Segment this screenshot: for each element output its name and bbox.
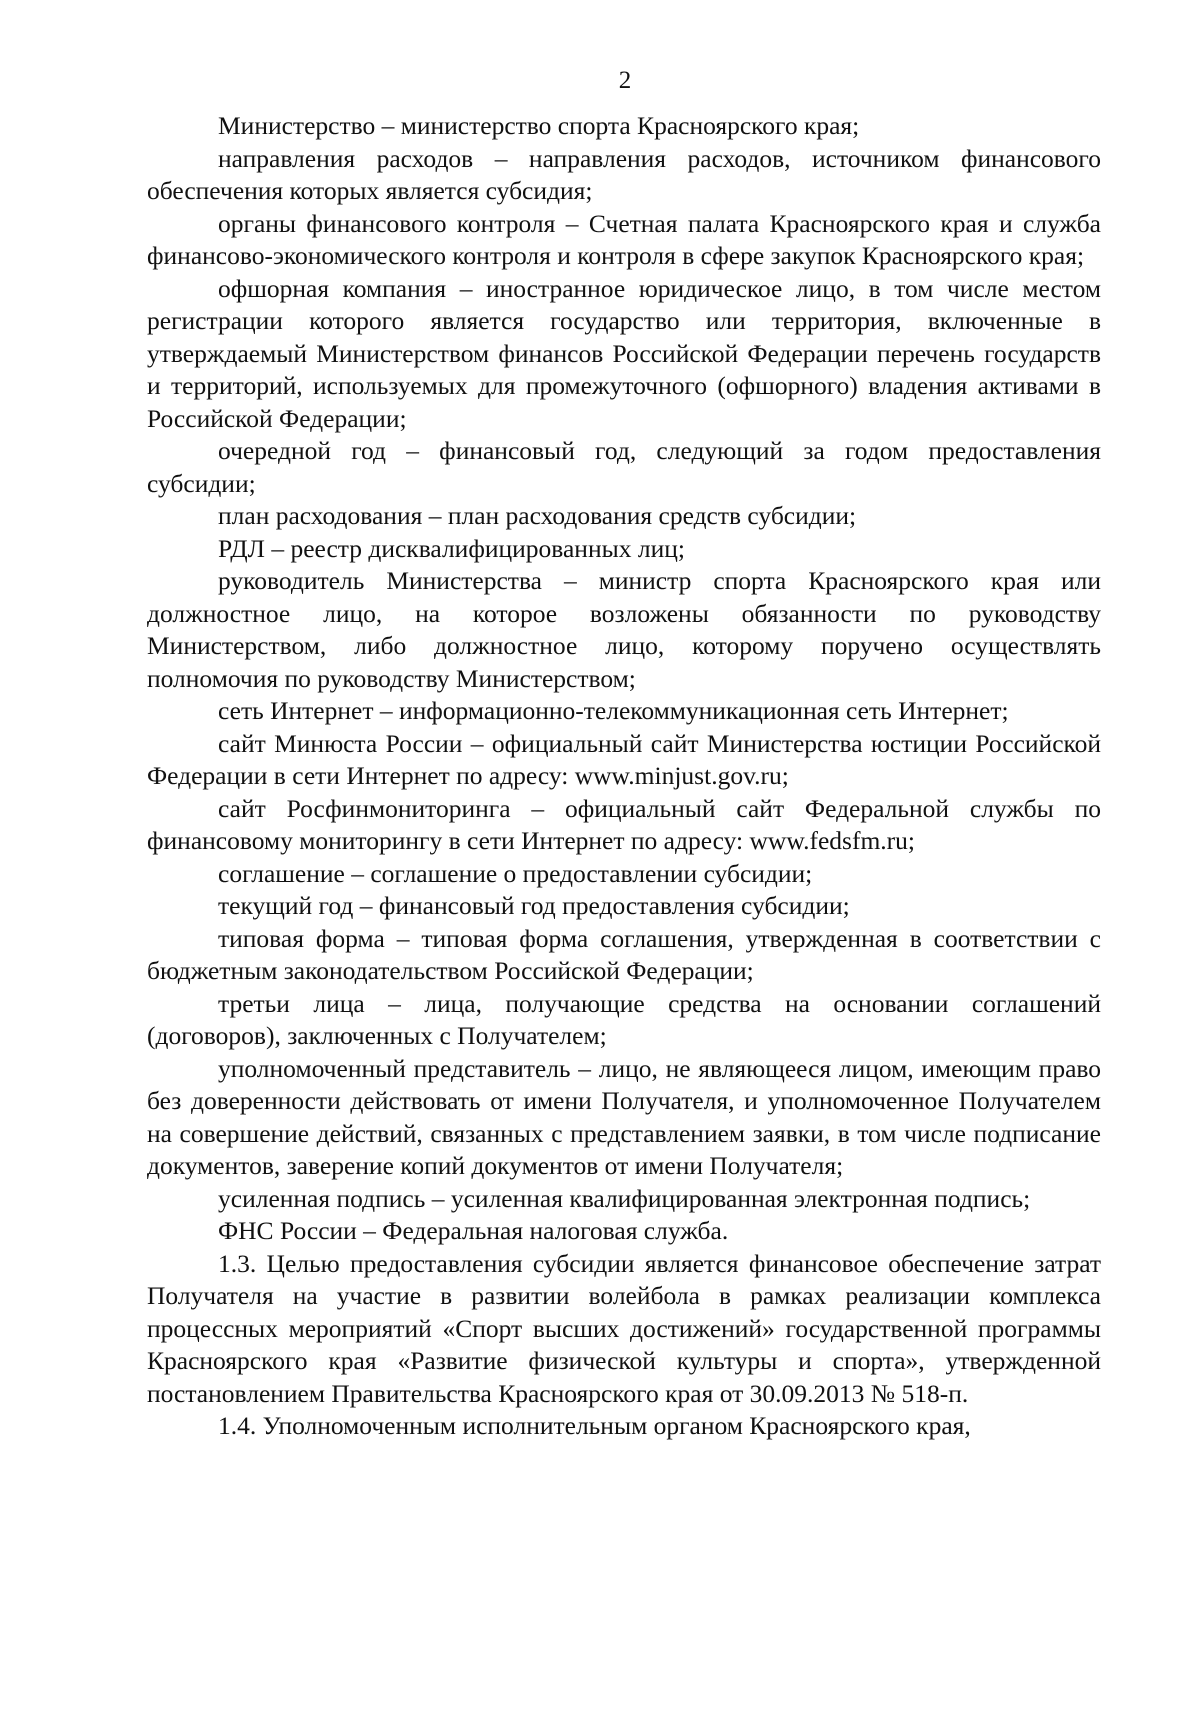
paragraph-next-year: очередной год – финансовый год, следующий за годом предоставления субсидии; bbox=[147, 436, 1101, 498]
paragraph-third-parties: третьи лица – лица, получающие средства на основании соглашений (договоров), заключенных с Получателем; bbox=[147, 988, 1101, 1050]
paragraph-section-1-3: 1.3. Целью предоставления субсидии является финансовое обеспечение затрат Получателя на участие в развитии волейбола в рамках реализации комплекса процессных мероприятий «Спорт высших достижений» государственной программы Красноярского края «Развитие физической культуры и спорта», утвержденной постановлением Правительства Красноярского края от 30.09.2013 № 518-п. bbox=[147, 1248, 1101, 1408]
paragraph-standard-form: типовая форма – типовая форма соглашения, утвержденная в соответствии с бюджетным законодательством Российской Федерации; bbox=[147, 923, 1101, 985]
paragraph-minjust-site: сайт Минюста России – официальный сайт Министерства юстиции Российской Федерации в сети Интернет по адресу: www.minjust.gov.ru; bbox=[147, 728, 1101, 790]
paragraph-offshore-company: офшорная компания – иностранное юридическое лицо, в том числе местом регистрации которого является государство или территория, включенные в утверждаемый Министерством финансов Российской Федерации перечень государств и территорий, используемых для промежуточного (офшорного) владения активами в Российской Федерации; bbox=[147, 273, 1101, 433]
document-body bbox=[147, 110, 1101, 1443]
paragraph-enhanced-signature: усиленная подпись – усиленная квалифицированная электронная подпись; bbox=[218, 1183, 1031, 1213]
paragraph-rdl: РДЛ – реестр дисквалифицированных лиц; bbox=[218, 533, 685, 563]
paragraph-financial-control-bodies: органы финансового контроля – Счетная палата Красноярского края и служба финансово-экономического контроля и контроля в сфере закупок Красноярского края; bbox=[147, 208, 1101, 270]
paragraph-internet: сеть Интернет – информационно-телекоммуникационная сеть Интернет; bbox=[218, 696, 1009, 725]
paragraph-rosfinmonitoring-site: сайт Росфинмониторинга – официальный сайт Федеральной службы по финансовому мониторингу в сети Интернет по адресу: www.fedsfm.ru; bbox=[147, 793, 1101, 855]
paragraph-section-1-4: 1.4. Уполномоченным исполнительным органом Красноярского края, bbox=[218, 1411, 971, 1440]
paragraph-ministry-head: руководитель Министерства – министр спорта Красноярского края или должностное лицо, на которое возложены обязанности по руководству Министерством, либо должностное лицо, которому поручено осуществлять полномочия по руководству Министерством; bbox=[147, 566, 1101, 693]
page-number: 2 bbox=[618, 67, 632, 94]
paragraph-agreement: соглашение – соглашение о предоставлении субсидии; bbox=[218, 858, 813, 888]
paragraph-fns: ФНС России – Федеральная налоговая служба. bbox=[218, 1216, 729, 1245]
paragraph-current-year: текущий год – финансовый год предоставления субсидии; bbox=[218, 891, 850, 920]
paragraph-authorized-representative: уполномоченный представитель – лицо, не являющееся лицом, имеющим право без доверенности действовать от имени Получателя, и уполномоченное Получателем на совершение действий, связанных с представлением заявки, в том числе подписание документов, заверение копий документов от имени Получателя; bbox=[147, 1053, 1101, 1180]
paragraph-spending-plan: план расходования – план расходования средств субсидии; bbox=[218, 501, 857, 530]
paragraph-ministry-definition: Министерство – министерство спорта Красноярского края; bbox=[218, 111, 860, 140]
paragraph-expense-directions: направления расходов – направления расходов, источником финансового обеспечения которых является субсидия; bbox=[147, 143, 1101, 205]
